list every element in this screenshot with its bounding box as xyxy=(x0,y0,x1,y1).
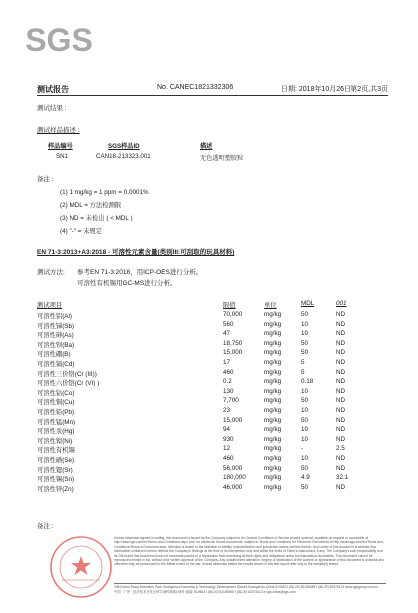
result-item: 可溶性锌(Zn) xyxy=(37,485,74,493)
result-value: ND xyxy=(336,416,346,424)
footer-address-cn: 中国 · 广州 · 经济技术开发区科学城科珠路198号 邮编: 510663 t (86-20) 82155555 f (86-20) 82075113 e sgs.china@sgs.com xyxy=(114,590,296,594)
result-unit: mg/kg xyxy=(264,330,282,338)
result-item: 可溶性锶(Sr) xyxy=(37,466,73,474)
result-value: ND xyxy=(336,454,346,462)
result-limit: 460 xyxy=(223,454,234,462)
result-limit: 15,000 xyxy=(223,416,243,424)
result-item: 可溶性三价铬(Cr (III)) xyxy=(37,370,97,378)
result-value: ND xyxy=(336,387,346,395)
result-item: 可溶性有机锡 xyxy=(37,447,75,455)
table-row xyxy=(37,454,346,465)
result-mdl: 10 xyxy=(301,320,309,328)
result-mdl: 50 xyxy=(301,339,309,347)
report-number: No. CANEC1821332306 xyxy=(157,84,234,91)
result-item: 可溶性砷(As) xyxy=(37,332,74,340)
table-row xyxy=(37,358,346,369)
result-mdl: 50 xyxy=(301,397,309,405)
table-row xyxy=(37,406,346,417)
result-item: 可溶性硒(Se) xyxy=(37,456,75,464)
result-value: ND xyxy=(336,320,346,328)
result-item: 可溶性钴(Co) xyxy=(37,389,75,397)
result-value: ND xyxy=(336,378,346,386)
table-row xyxy=(37,474,349,484)
result-limit: 46,000 xyxy=(223,483,243,491)
result-item: 可溶性镉(Cd) xyxy=(37,360,75,368)
result-value: ND xyxy=(336,358,346,366)
result-mdl: 4.9 xyxy=(301,474,310,482)
result-limit: 70,000 xyxy=(223,311,243,318)
result-item: 可溶性锑(Sb) xyxy=(37,322,75,330)
result-item: 可溶性锡(Sn) xyxy=(37,476,75,484)
report-date: 日期: 2018年10月26日 xyxy=(281,86,352,93)
footer-divider xyxy=(114,583,386,584)
result-unit: mg/kg xyxy=(264,320,282,328)
logo-text: SGS xyxy=(25,22,93,58)
result-unit: mg/kg xyxy=(264,474,282,482)
table-row xyxy=(37,378,346,388)
sgs-logo xyxy=(24,16,94,62)
sample-header-id: SGS样品ID xyxy=(108,143,140,150)
result-unit: mg/kg xyxy=(264,464,282,472)
result-mdl: 50 xyxy=(301,416,309,424)
legal-disclaimer: Unless otherwise agreed in writing, this document is issued by the Company subject to its General Conditions of Service printed overleaf, available on request or accessible at http://www.sgs.com/en/Terms-and-Conditions.aspx and, for electronic format documents, subject to Terms and Conditions for Electronic Documents at http://www.sgs.com/en/Terms-and-Conditions/Terms-e-Document.aspx. Attention is drawn to the limitation of liability, indemnification and jurisdiction issues defined therein. Any holder of this document is advised that information contained hereon reflects the Company's findings at the time of its intervention only and within the limits of Client's instructions, if any. The Company's sole responsibility is to its Client and this document does not exonerate parties to a transaction from exercising all their rights and obligations under the transaction documents. This document cannot be reproduced except in full, without prior written approval of the Company. Any unauthorized alteration, forgery or falsification of the content or appearance of this document is unlawful and offenders may be prosecuted to the fullest extent of the law. Unless otherwise stated the results shown in this test report refer only to the sample(s) tested. xyxy=(114,536,385,567)
table-row xyxy=(37,387,346,398)
table-row xyxy=(37,311,346,321)
result-unit: mg/kg xyxy=(264,349,282,357)
method-label: 测试方法: xyxy=(37,269,65,276)
result-item: 可溶性镍(Ni) xyxy=(37,437,73,445)
result-limit: 180,000 xyxy=(223,474,246,482)
result-value: ND xyxy=(336,311,346,318)
page-indicator: 第2页,共3页 xyxy=(350,86,388,93)
result-value: 2.5 xyxy=(336,445,345,453)
col-header-limit: 限值 xyxy=(223,302,236,309)
result-mdl: 5 xyxy=(301,368,305,376)
col-header-item: 测试项目 xyxy=(37,302,63,309)
table-row xyxy=(37,483,346,494)
result-unit: mg/kg xyxy=(264,378,282,386)
result-limit: 56,000 xyxy=(223,464,243,472)
result-mdl: 10 xyxy=(301,330,309,338)
col-header-mdl: MDL xyxy=(301,300,315,307)
sgs-stamp xyxy=(48,534,114,600)
table-row xyxy=(37,339,346,350)
table-row xyxy=(37,320,346,331)
result-mdl: 50 xyxy=(301,464,309,472)
result-limit: 17 xyxy=(223,358,231,366)
sample-header-no: 样品编号 xyxy=(48,143,73,150)
table-row xyxy=(37,435,346,446)
result-mdl: 10 xyxy=(301,387,309,395)
result-item: 可溶性钡(Ba) xyxy=(37,341,75,349)
remark-2-label: 备注 : xyxy=(37,523,54,530)
result-unit: mg/kg xyxy=(264,368,282,376)
result-value: ND xyxy=(336,426,346,434)
result-unit: mg/kg xyxy=(264,406,282,414)
note-item: (2) MDL = 方法检测限 xyxy=(60,202,122,209)
result-limit: 560 xyxy=(223,320,234,328)
result-value: ND xyxy=(336,483,346,491)
col-header-sample: 001 xyxy=(336,300,347,307)
result-limit: 460 xyxy=(223,368,234,376)
sample-id: CAN18-213323.001 xyxy=(96,153,151,160)
result-mdl: 10 xyxy=(301,454,309,462)
sample-header-desc: 描述 xyxy=(200,143,213,150)
page-footer xyxy=(114,582,386,595)
table-row xyxy=(37,464,346,475)
result-unit: mg/kg xyxy=(264,483,282,491)
result-item: 可溶性锰(Mn) xyxy=(37,418,76,426)
result-limit: 23 xyxy=(223,406,231,414)
method-line-1: 参考EN 71-3:2018，用ICP-OES进行分析。 xyxy=(77,269,203,276)
col-header-unit: 单位 xyxy=(264,302,277,309)
result-mdl: 50 xyxy=(301,483,309,491)
result-item: 可溶性铅(Pb) xyxy=(37,408,75,416)
result-limit: 12 xyxy=(223,445,231,453)
result-limit: 15,000 xyxy=(223,349,243,357)
table-row xyxy=(37,416,346,427)
footer-address-en: 198 Kezhu Road,Scientech Park Guangzhou Economic & Technology Development District,Guangzhou,China 510663 t (86-20) 82155555 f (86-20) 82075113 www.sgsgroup.com.cn xyxy=(114,585,378,589)
result-limit: 0.2 xyxy=(223,378,232,386)
result-value: 32.1 xyxy=(336,474,349,482)
note-item: (1) 1 mg/kg = 1 ppm = 0.0001% xyxy=(60,189,149,196)
results-rows xyxy=(37,311,349,493)
note-item: (3) ND = 未检出 ( < MDL ) xyxy=(60,215,133,222)
header-divider xyxy=(37,95,388,96)
test-method xyxy=(37,267,203,287)
result-unit: mg/kg xyxy=(264,416,282,424)
result-unit: mg/kg xyxy=(264,454,282,462)
sample-desc: 无色透明塑胶粒 xyxy=(200,155,244,162)
sample-no: SN1 xyxy=(56,153,69,160)
table-row xyxy=(37,397,346,407)
table-row xyxy=(37,349,346,359)
result-limit: 930 xyxy=(223,435,234,443)
result-item: 可溶性铝(Al) xyxy=(37,313,72,320)
remark-label: 备注 : xyxy=(37,176,54,183)
result-unit: mg/kg xyxy=(264,358,282,366)
result-mdl: 50 xyxy=(301,311,309,318)
standard-title: EN 71-3:2013+A3:2018 - 可溶性元素含量(类别III:可刮取的玩具材料) xyxy=(37,249,235,256)
result-item: 可溶性硼(B) xyxy=(37,351,71,359)
result-value: ND xyxy=(336,349,346,357)
result-item: 可溶性汞(Hg) xyxy=(37,428,75,436)
result-mdl: 10 xyxy=(301,435,309,443)
result-unit: mg/kg xyxy=(264,445,282,453)
result-unit: mg/kg xyxy=(264,426,282,434)
results-header-row xyxy=(37,300,347,311)
result-mdl: 10 xyxy=(301,426,309,434)
sample-desc-label: 测试样品描述 : xyxy=(37,127,80,134)
result-limit: 94 xyxy=(223,426,231,434)
result-value: ND xyxy=(336,339,346,347)
table-row xyxy=(37,426,346,436)
result-limit: 7,700 xyxy=(223,397,239,405)
result-limit: 18,750 xyxy=(223,339,243,347)
report-title: 测试报告 xyxy=(37,85,69,94)
table-row xyxy=(37,330,346,340)
table-row xyxy=(37,445,345,455)
result-unit: mg/kg xyxy=(264,387,282,395)
note-item: (4) "-" = 未规定 xyxy=(60,228,103,235)
result-value: ND xyxy=(336,464,346,472)
result-value: ND xyxy=(336,435,346,443)
result-label: 测试结果 : xyxy=(37,105,67,112)
result-mdl: - xyxy=(301,445,304,453)
result-mdl: 5 xyxy=(301,358,305,366)
results-table xyxy=(37,300,349,493)
result-unit: mg/kg xyxy=(264,435,282,443)
result-limit: 47 xyxy=(223,330,231,338)
result-limit: 130 xyxy=(223,387,234,395)
result-item: 可溶性铜(Cu) xyxy=(37,399,75,407)
result-mdl: 50 xyxy=(301,349,309,357)
result-value: ND xyxy=(336,406,346,414)
result-value: ND xyxy=(336,330,346,338)
notes-list xyxy=(60,186,149,238)
result-mdl: 10 xyxy=(301,406,309,414)
result-mdl: 0.18 xyxy=(301,378,314,386)
result-unit: mg/kg xyxy=(264,339,282,347)
table-row xyxy=(37,368,346,379)
method-line-2: 可溶性有机锡用GC-MS进行分析。 xyxy=(77,280,177,287)
result-value: ND xyxy=(336,368,346,376)
result-unit: mg/kg xyxy=(264,397,282,405)
result-value: ND xyxy=(336,397,346,405)
result-item: 可溶性六价铬(Cr (VI) ) xyxy=(37,380,100,388)
result-unit: mg/kg xyxy=(264,311,282,318)
